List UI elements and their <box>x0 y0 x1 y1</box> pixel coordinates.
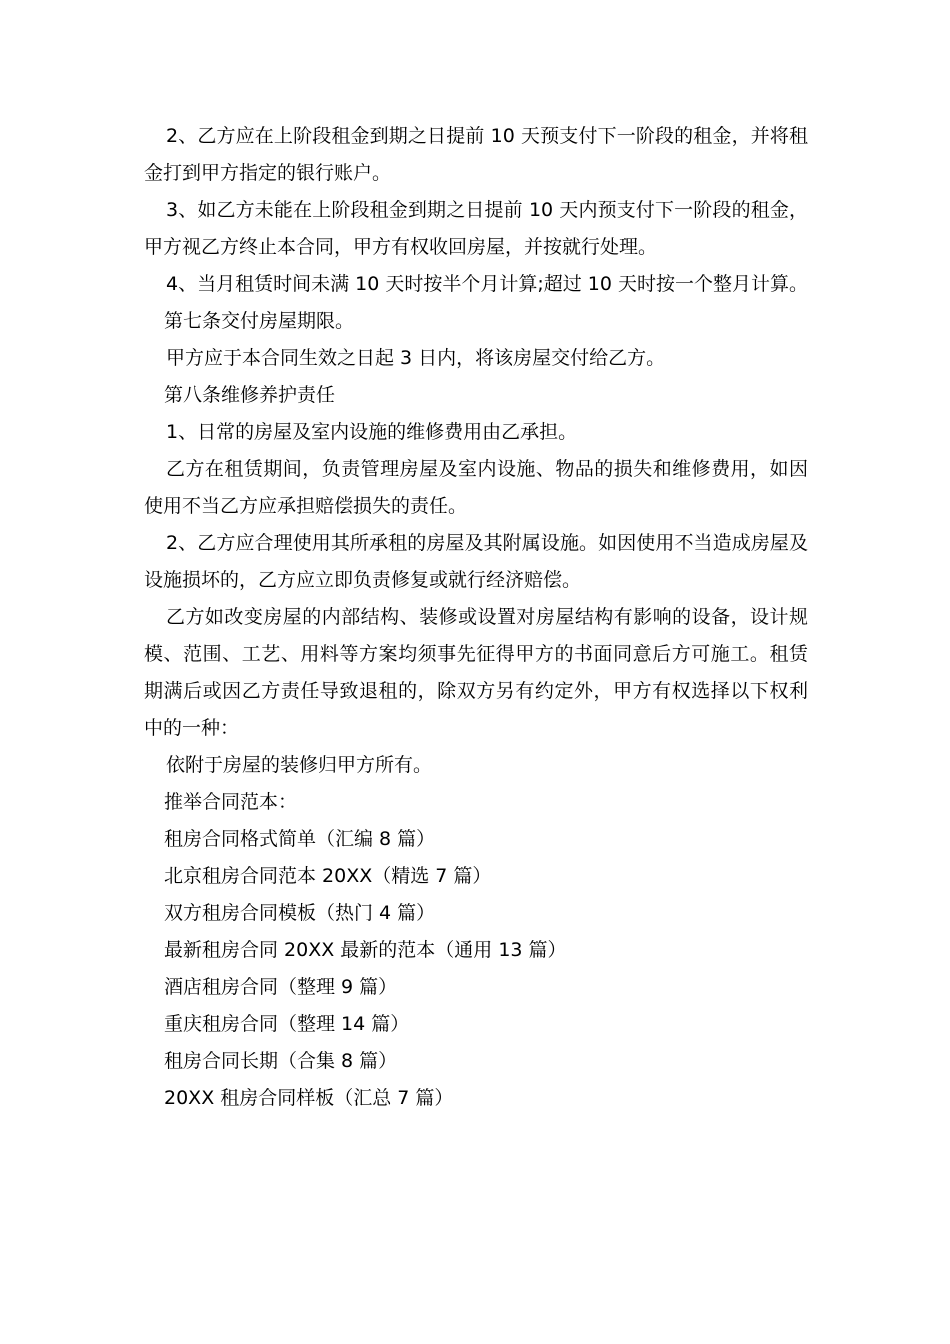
document-body <box>144 118 808 1117</box>
clause-paragraph: 甲方应于本合同生效之日起 3 日内，将该房屋交付给乙方。 <box>166 347 666 369</box>
clause-paragraph: 2、乙方应合理使用其所承租的房屋及其附属设施。如因使用不当造成房屋及设施损坏的，乙方应立即负责修复或就行经济赔偿。 <box>144 532 808 591</box>
recommend-link[interactable]: 重庆租房合同（整理 14 篇） <box>164 1013 410 1035</box>
clause-paragraph: 乙方如改变房屋的内部结构、装修或设置对房屋结构有影响的设备，设计规模、范围、工艺、用料等方案均须事先征得甲方的书面同意后方可施工。租赁期满后或因乙方责任导致退租的，除双方另有约定外，甲方有权选择以下权利中的一种： <box>144 606 808 739</box>
clause-paragraph: 依附于房屋的装修归甲方所有。 <box>166 754 433 776</box>
recommend-link[interactable]: 最新租房合同 20XX 最新的范本（通用 13 篇） <box>164 939 567 961</box>
clause-paragraph: 1、日常的房屋及室内设施的维修费用由乙承担。 <box>166 421 578 443</box>
clause-paragraph: 3、如乙方未能在上阶段租金到期之日提前 10 天内预支付下一阶段的租金，甲方视乙方终止本合同，甲方有权收回房屋，并按就行处理。 <box>144 199 808 258</box>
recommend-link[interactable]: 酒店租房合同（整理 9 篇） <box>164 976 398 998</box>
recommend-link[interactable]: 双方租房合同模板（热门 4 篇） <box>164 902 436 924</box>
article-heading: 第七条交付房屋期限。 <box>164 310 355 332</box>
recommend-heading: 推举合同范本： <box>164 791 298 813</box>
clause-paragraph: 2、乙方应在上阶段租金到期之日提前 10 天预支付下一阶段的租金，并将租金打到甲方指定的银行账户。 <box>144 125 808 184</box>
article-heading: 第八条维修养护责任 <box>164 384 336 406</box>
clause-paragraph: 4、当月租赁时间未满 10 天时按半个月计算;超过 10 天时按一个整月计算。 <box>166 273 809 295</box>
recommend-link[interactable]: 租房合同长期（合集 8 篇） <box>164 1050 398 1072</box>
recommend-link[interactable]: 北京租房合同范本 20XX（精选 7 篇） <box>164 865 492 887</box>
recommend-link[interactable]: 租房合同格式简单（汇编 8 篇） <box>164 828 436 850</box>
clause-paragraph: 乙方在租赁期间，负责管理房屋及室内设施、物品的损失和维修费用，如因使用不当乙方应承担赔偿损失的责任。 <box>144 458 808 517</box>
recommend-link[interactable]: 20XX 租房合同样板（汇总 7 篇） <box>164 1087 454 1109</box>
